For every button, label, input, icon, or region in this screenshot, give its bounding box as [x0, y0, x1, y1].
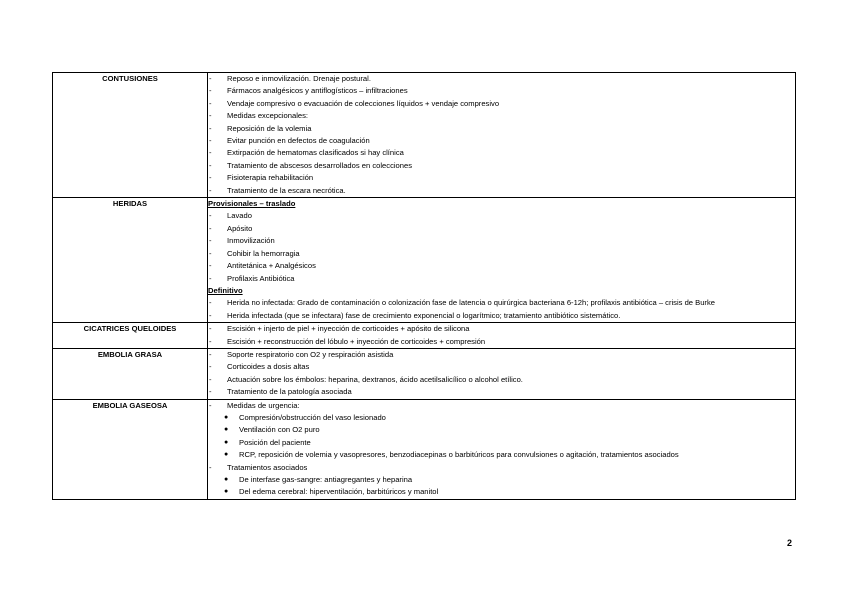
item-text: Tratamiento de la patología asociada: [227, 387, 352, 397]
bullet-marker: ●: [224, 451, 229, 459]
bullet-marker: ●: [224, 476, 229, 483]
dash-marker: -: [209, 211, 212, 221]
list-item: [208, 386, 795, 398]
table-row: [53, 399, 796, 499]
list-item: [208, 160, 795, 172]
row-label: EMBOLIA GASEOSA: [53, 399, 208, 499]
list-item: [208, 260, 795, 272]
item-text: De interfase gas-sangre: antiagregantes y heparina: [239, 475, 413, 484]
dash-marker: -: [209, 185, 212, 195]
item-text: Posición del paciente: [239, 437, 311, 447]
list-item: [208, 73, 795, 85]
list-item: [208, 223, 795, 235]
item-text: Escisión + reconstrucción del lóbulo + inyección de corticoides + compresión: [227, 336, 486, 346]
list-item: [208, 210, 795, 222]
dash-marker: -: [209, 248, 212, 258]
list-item: [208, 248, 795, 260]
item-text: Herida no infectada: Grado de contaminación o colonización fase de latencia o quirúrgica bacteriana 6-12h; profilaxis antibiótica – crisis de Burke: [227, 298, 715, 308]
item-text: Profilaxis Antibiótica: [227, 273, 295, 283]
dash-marker: -: [209, 374, 212, 384]
list-item: [208, 172, 795, 184]
list-item: [208, 273, 795, 285]
dash-marker: -: [209, 462, 212, 472]
row-content: [208, 399, 796, 499]
dash-marker: -: [209, 387, 212, 397]
item-text: Ventilación con O2 puro: [239, 425, 320, 435]
item-text: Medidas de urgencia:: [227, 400, 300, 410]
section-heading: [208, 285, 795, 297]
item-text: Provisionales – traslado: [208, 199, 296, 209]
dash-marker: -: [209, 98, 212, 108]
dash-marker: -: [209, 349, 212, 359]
dash-marker: -: [209, 310, 212, 320]
table-body: [53, 73, 796, 500]
table-row: [53, 73, 796, 198]
item-text: Tratamiento de la escara necrótica.: [227, 185, 346, 195]
table-row: [53, 198, 796, 323]
item-text: Lavado: [227, 211, 252, 221]
dash-marker: -: [209, 298, 212, 308]
bullet-marker: ●: [224, 438, 229, 446]
dash-marker: -: [209, 362, 212, 372]
section-heading: [208, 198, 795, 210]
dash-marker: -: [209, 273, 212, 283]
dash-marker: -: [209, 261, 212, 271]
row-label: CICATRICES QUELOIDES: [53, 323, 208, 349]
list-item: [208, 474, 795, 486]
list-item: [208, 374, 795, 386]
list-item: [208, 123, 795, 135]
item-text: Apósito: [227, 223, 253, 233]
dash-marker: -: [209, 336, 212, 346]
dash-marker: -: [209, 111, 212, 121]
list-item: [208, 297, 795, 309]
item-text: Reposo e inmovilización. Drenaje postural.: [227, 74, 371, 83]
table-row: [53, 348, 796, 399]
item-text: Compresión/obstrucción del vaso lesionado: [239, 412, 386, 422]
dash-marker: -: [209, 324, 212, 334]
list-item: [208, 110, 795, 122]
item-text: Herida infectada (que se infectara) fase de crecimiento exponencial o logarítmico; tratamiento antibiótico sistemático.: [227, 310, 621, 320]
list-item: [208, 336, 795, 348]
list-item: [208, 185, 795, 197]
list-item: [208, 462, 795, 474]
list-item: [208, 424, 795, 436]
list-item: [208, 135, 795, 147]
item-text: Tratamientos asociados: [227, 462, 308, 472]
list-item: [208, 310, 795, 322]
item-text: Reposición de la volemia: [227, 123, 312, 133]
row-content: [208, 73, 796, 198]
bullet-marker: ●: [224, 426, 229, 434]
dash-marker: -: [209, 400, 212, 410]
dash-marker: -: [209, 74, 212, 83]
list-item: [208, 437, 795, 449]
list-item: [208, 98, 795, 110]
item-text: Escisión + injerto de piel + inyección de corticoides + apósito de silicona: [227, 324, 470, 334]
dash-marker: -: [209, 123, 212, 133]
row-label: EMBOLIA GRASA: [53, 348, 208, 399]
item-text: Antitetánica + Analgésicos: [227, 261, 316, 271]
dash-marker: -: [209, 160, 212, 170]
item-text: Actuación sobre los émbolos: heparina, dextranos, ácido acetilsalicílico o alcohol etílico.: [227, 374, 523, 384]
dash-marker: -: [209, 86, 212, 96]
item-text: Vendaje compresivo o evacuación de colecciones líquidos + vendaje compresivo: [227, 98, 500, 108]
list-item: [208, 349, 795, 361]
dash-marker: -: [209, 173, 212, 183]
list-item: [208, 85, 795, 97]
list-item: [208, 412, 795, 424]
row-content: [208, 198, 796, 323]
list-item: [208, 449, 795, 461]
dash-marker: -: [209, 236, 212, 246]
item-text: Del edema cerebral: hiperventilación, barbitúricos y manitol: [239, 487, 439, 497]
row-label: HERIDAS: [53, 198, 208, 323]
item-text: Extirpación de hematomas clasificados si hay clínica: [227, 148, 404, 158]
item-text: Soporte respiratorio con O2 y respiración asistida: [227, 349, 394, 359]
item-text: Evitar punción en defectos de coagulación: [227, 136, 370, 146]
item-text: Corticoides a dosis altas: [227, 362, 310, 372]
item-text: Inmovilización: [227, 236, 275, 246]
list-item: [208, 361, 795, 373]
item-text: Fisioterapia rehabilitación: [227, 173, 314, 183]
bullet-marker: ●: [224, 413, 229, 421]
bullet-marker: ●: [224, 488, 229, 496]
row-label: CONTUSIONES: [53, 73, 208, 198]
item-text: RCP, reposición de volemia y vasopresores, benzodiacepinas o barbitúricos para convulsiones o agitación, tratamientos asociados: [239, 450, 679, 460]
item-text: Medidas excepcionales:: [227, 111, 309, 121]
list-item: [208, 147, 795, 159]
dash-marker: -: [209, 136, 212, 146]
table-row: [53, 323, 796, 349]
item-text: Tratamiento de abscesos desarrollados en colecciones: [227, 160, 413, 170]
row-content: [208, 323, 796, 349]
list-item: [208, 235, 795, 247]
treatment-table: [52, 72, 796, 500]
row-content: [208, 348, 796, 399]
list-item: [208, 400, 795, 412]
list-item: [208, 486, 795, 498]
item-text: Cohibir la hemorragia: [227, 248, 300, 258]
dash-marker: -: [209, 223, 212, 233]
dash-marker: -: [209, 148, 212, 158]
list-item: [208, 323, 795, 335]
page-number: 2: [787, 538, 793, 548]
item-text: Fármacos analgésicos y antiflogísticos – infiltraciones: [227, 86, 408, 96]
item-text: Definitivo: [208, 285, 243, 295]
